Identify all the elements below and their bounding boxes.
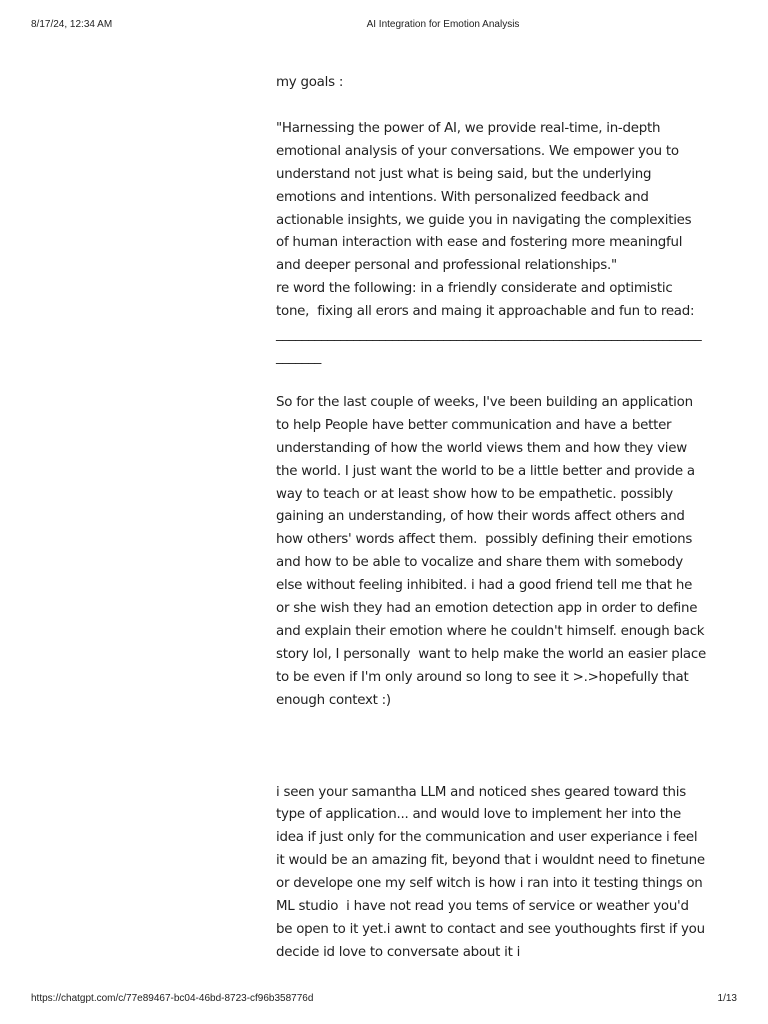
print-date: 8/17/24, 12:34 AM bbox=[31, 19, 113, 30]
spacer bbox=[276, 713, 706, 782]
goals-heading: my goals : bbox=[276, 75, 344, 90]
print-footer bbox=[0, 993, 768, 1007]
underscore-divider: _________________________________________________________________________ bbox=[276, 327, 702, 365]
backstory-paragraph: So for the last couple of weeks, I've been building an application to help People have better communication and have a better understanding of how the world views them and how they view the world. I just want the world to be a little better and provide a way to teach or at least show how to be empathetic. possibly gaining an understanding, of how their words affect others and how others' words affect them. possibly defining their emotions and how to be able to vocalize and share them with somebody else without feeling inhibited. i had a good friend tell me that he or she wish they had an emotion detection app in order to define and explain their emotion where he couldn't himself. enough back story lol, I personally want to help make the world an easier place to be even if I'm only around so long to see it >.>hopefully that enough context :) bbox=[276, 394, 711, 708]
samantha-paragraph: i seen your samantha LLM and noticed shes geared toward this type of application... and would love to implement her into the idea if just only for the communication and user experiance i feel it would be an amazing fit, beyond that i wouldnt need to finetune or develope one my self witch is how i ran into it testing things on ML studio i have not read you tems of service or weather you'd be open to it yet.i awnt to contact and see youthoughts first if you decide id love to conversate about it i bbox=[276, 784, 709, 960]
user-message bbox=[276, 72, 711, 965]
rewrite-instruction: re word the following: in a friendly considerate and optimistic tone, fixing all erors and maing it approachable and fun to read: bbox=[276, 281, 695, 320]
print-header bbox=[0, 19, 768, 33]
spacer bbox=[276, 370, 706, 392]
document-title: AI Integration for Emotion Analysis bbox=[366, 19, 520, 30]
page-number: 1/13 bbox=[717, 993, 737, 1004]
page-url: https://chatgpt.com/c/77e89467-bc04-46bd-8723-cf96b358776d bbox=[31, 993, 314, 1004]
spacer bbox=[276, 95, 706, 118]
goals-quote: "Harnessing the power of AI, we provide real-time, in-depth emotional analysis of your conversations. We empower you to understand not just what is being said, but the underlying emotions and intentions. With personalized feedback and actionable insights, we guide you in navigating the complexities of human interaction with ease and fostering more meaningful and deeper personal and professional relationships." bbox=[276, 120, 696, 274]
